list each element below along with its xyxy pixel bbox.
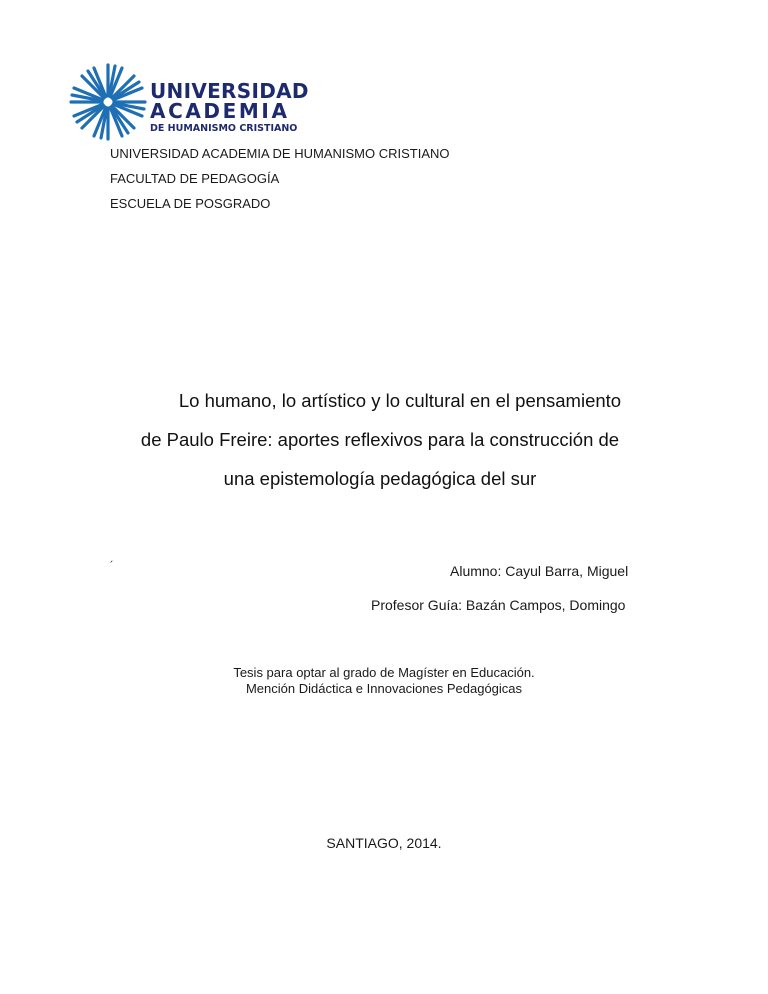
degree-line-2: Mención Didáctica e Innovaciones Pedagógicas bbox=[245, 681, 523, 696]
faculty-name: FACULTAD DE PEDAGOGÍA bbox=[110, 171, 280, 186]
university-name: UNIVERSIDAD ACADEMIA DE HUMANISMO CRISTIANO bbox=[110, 146, 450, 161]
place-date: SANTIAGO, 2014. bbox=[326, 835, 442, 851]
stray-mark: ´ bbox=[110, 560, 114, 572]
university-logo bbox=[68, 60, 318, 140]
thesis-title-line-2: de Paulo Freire: aportes reflexivos para la construcción de bbox=[140, 429, 620, 450]
thesis-title-line-3: una epistemología pedagógica del sur bbox=[223, 468, 537, 489]
advisor-name: Profesor Guía: Bazán Campos, Domingo bbox=[371, 597, 626, 613]
starburst-icon bbox=[68, 62, 148, 142]
degree-line-1: Tesis para optar al grado de Magíster en Educación. bbox=[233, 665, 535, 680]
logo-line-universidad: UNIVERSIDAD bbox=[150, 79, 309, 103]
thesis-title-line-1: Lo humano, lo artístico y lo cultural en el pensamiento bbox=[178, 390, 622, 411]
logo-wordmark bbox=[150, 81, 309, 134]
logo-line-academia: ACADEMIA bbox=[150, 99, 290, 123]
student-name: Alumno: Cayul Barra, Miguel bbox=[450, 563, 629, 579]
logo-line-humanismo: DE HUMANISMO CRISTIANO bbox=[150, 123, 298, 134]
school-name: ESCUELA DE POSGRADO bbox=[110, 196, 271, 211]
